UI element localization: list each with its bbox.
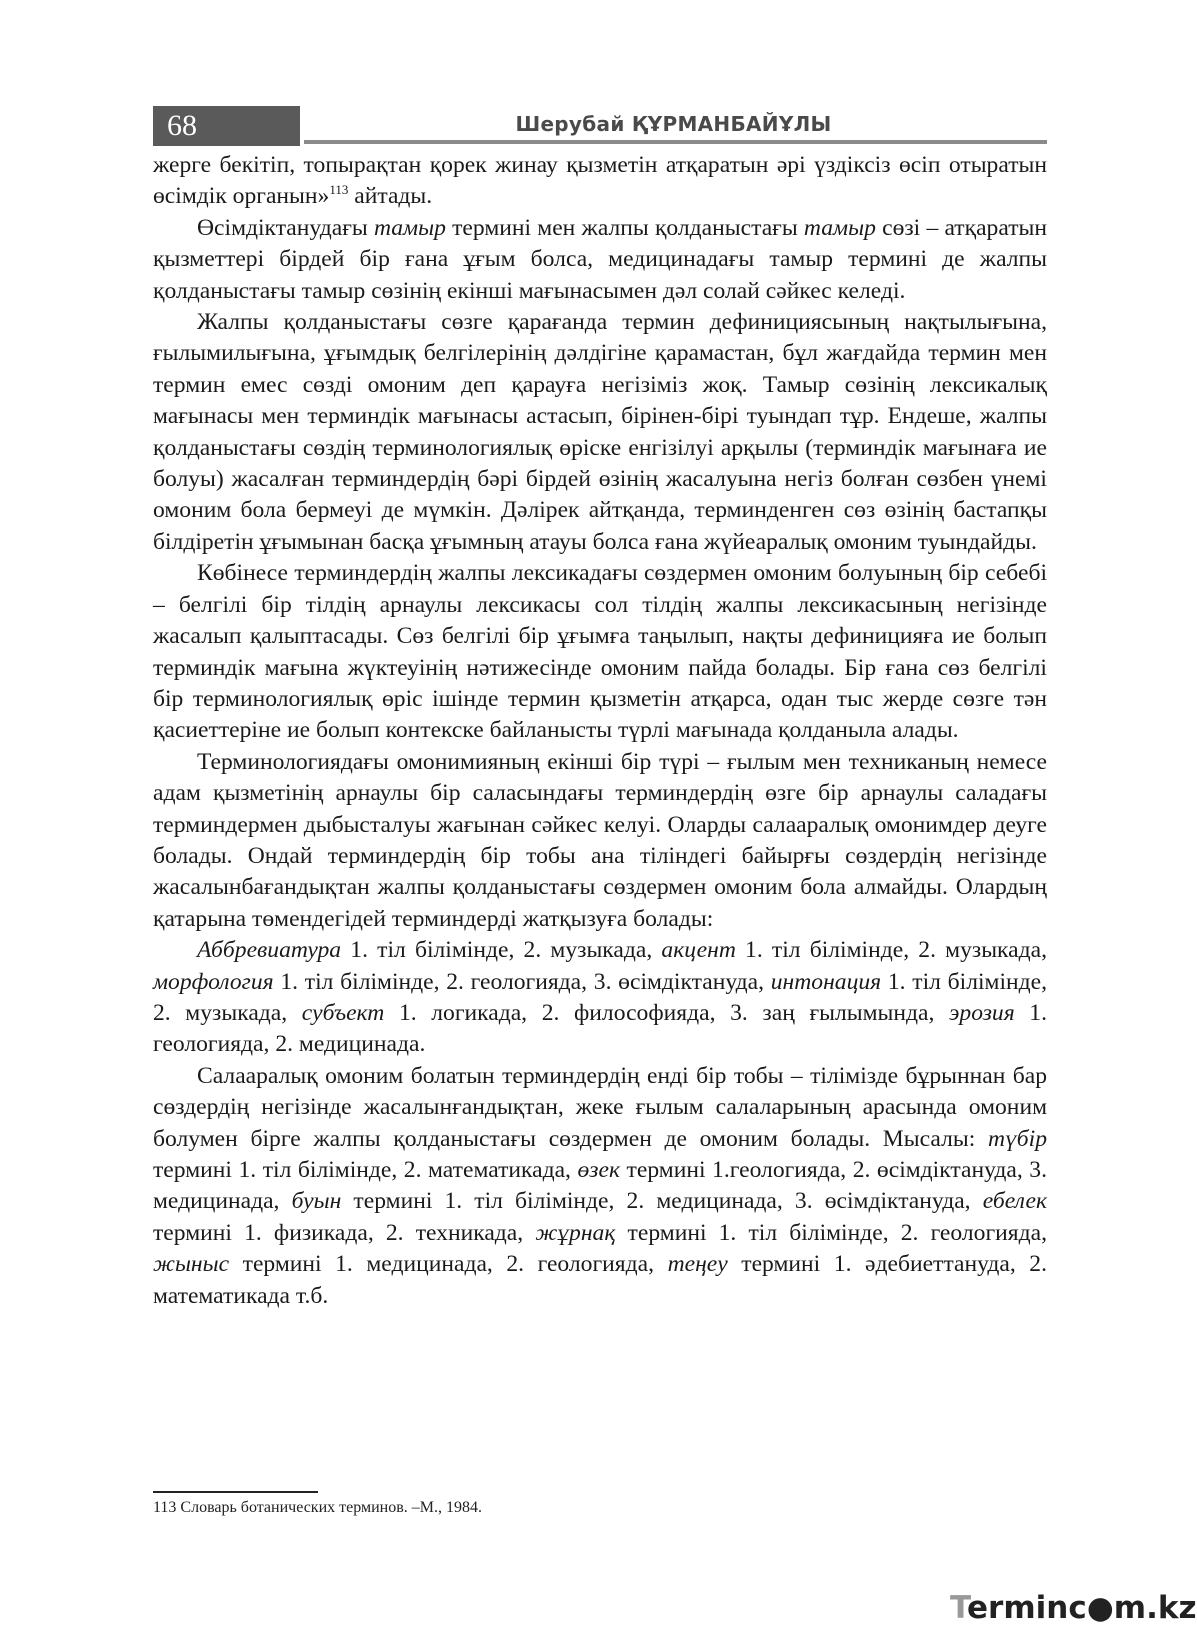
text-run: термині 1. медицинада, 2. геологияда, [229,1251,668,1278]
term-italic: теңеу [667,1251,728,1278]
text-run: термині 1. тіл білімінде, 2. математикада, [153,1157,578,1183]
text-run: 1. геологияда, 2. медицинада. [153,999,1047,1058]
text-run: Көбінесе терминдердің жалпы лексикадағы сөздермен омоним болуының бір себебі – белгілі бір тілдің арнаулы лексикасы сол тілдің жалпы лексикасының негізінде жасалып қалыптасады. Сөз белгілі бір ұғымға таңылып, нақты дефиницияға ие болып терминдік мағына жүктеуінің нәтижесінде омоним пайда болады. Бір ғана сөз белгілі бір терминологиялық өріс ішінде термин қызметін атқарса, одан тыс жерде сөзге тән қасиеттеріне ие болып контекске байланысты түрлі мағынада қолданыла алады. [153,560,1047,744]
text-run: термині 1. тіл білімінде, 2. геологияда, [615,1219,1047,1246]
paragraph [153,213,1047,307]
term-italic: субъект [301,999,385,1026]
footnote: 113 Словарь ботанических терминов. –М., 1984. [153,1499,483,1516]
watermark-logo [950,1590,1197,1626]
term-italic: ебелек [982,1188,1047,1215]
term-italic: буын [291,1188,342,1215]
text-run: сөзі – атқаратын қызметтері бірдей бір ғана ұғым болса, медицинадағы тамыр термині де жалпы қолданыстағы тамыр сөзінің екінші мағынасымен дәл солай сәйкес келеді. [153,214,1048,304]
text-run: Терминологиядағы омонимияның екінші бір түрі – ғылым мен техниканың немесе адам қызметінің арнаулы бір саласындағы терминдердің өзге бір арнаулы саладағы терминдермен дыбысталуы жағынан сәйкес келуі. Оларды салааралық омонимдер деуге болады. Ондай терминдердің бір тобы ана тіліндегі байырғы сөздердің негізінде жасалынбағандықтан жалпы қолданыстағы сөздермен омоним бола алмайды. Олардың қатарына төмендегідей терминдерді жатқызуға болады: [153,748,1047,932]
body-text [153,150,1047,1312]
text-run: айтады. [348,183,433,210]
term-italic: жұрнақ [535,1219,616,1246]
text-run: термині 1. әдебиеттануда, 2. математикада т.б. [153,1251,1047,1309]
header-rule [304,140,1047,144]
text-run: Жалпы қолданыстағы сөзге қарағанда термин дефинициясының нақтылығына, ғылымилығына, ұғымдық белгілерінің дәлдігіне қарамастан, бұл жағдайда термин мен термин емес сөзді омоним деп қарауға негізіміз жоқ. Тамыр сөзінің лексикалық мағынасы мен терминдік мағынасы астасып, бірінен-бірі туындап тұр. Ендеше, жалпы қолданыстағы сөздің терминологиялық өріске енгізілуі арқылы (терминдік мағынаға ие болуы) жасалған терминдердің бәрі бірдей өзінің жасалуына негіз болған сөзбен үнемі омоним бола бермеуі де мүмкін. Дәлірек айтқанда, терминденген сөз өзінің бастапқы білдіретін ұғымынан басқа ұғымның атауы болса ғана жүйеаралық омоним туындайды. [153,309,1047,555]
text-run: 1. тіл білімінде, 2. музыкада, [735,937,1047,964]
term-italic: тамыр [803,214,876,241]
term-italic: Аббревиатура [197,937,342,964]
term-italic: тамыр [373,214,446,241]
text-run: Өсімдіктанудағы [197,214,374,241]
text-run: 1. логикада, 2. философияда, 3. заң ғылымында, [384,999,950,1026]
term-italic: түбір [987,1125,1047,1152]
paragraph [153,935,1047,1061]
text-run: Салааралық омоним болатын терминдердің енді бір тобы – тілімізде бұрыннан бар сөздердің негізінде жасалынғандықтан, жеке ғылым салаларының арасында омоним болумен бірге жалпы қолданыстағы сөздермен де омоним болады. Мысалы: [153,1062,1047,1152]
paragraph [153,150,1047,213]
text-run: термині мен жалпы қолданыстағы [445,214,804,241]
paragraph [153,558,1047,746]
page-header [153,106,1047,146]
term-italic: интонация [770,968,882,995]
footnote-ref: 113 [329,182,349,198]
footnote-rule [153,1491,318,1493]
text-run: 1. тіл білімінде, 2. музыкада, [341,937,662,964]
term-italic: жыныс [153,1251,230,1278]
watermark-rest: erminc●m.kz [967,1590,1197,1626]
term-italic: өзек [577,1157,621,1183]
text-run: жерге бекітіп, топырақтан қорек жинау қызметін атқаратын әрі үздіксіз өсіп отыратын өсімдік органын» [153,152,1047,210]
term-italic: эрозия [949,999,1015,1026]
text-run: 1. тіл білімінде, 2. музыкада, [153,968,1048,1026]
text-run: термині 1. физикада, 2. техникада, [153,1219,536,1246]
watermark-first-letter: T [950,1590,968,1626]
paragraph [153,1061,1047,1312]
running-title: Шерубай ҚҰРМАНБАЙҰЛЫ [515,112,832,136]
text-run: 1. тіл білімінде, 2. геологияда, 3. өсімдіктануда, [273,968,771,995]
page-number: 68 [153,106,300,146]
paragraph [153,747,1047,935]
text-run: термині 1. тіл білімінде, 2. медицинада, 3. өсімдіктануда, [341,1188,983,1215]
text-run: термині 1.геологияда, 2. өсімдіктануда, 3. медицинада, [153,1157,1047,1215]
paragraph [153,307,1047,558]
term-italic: морфология [153,968,274,995]
term-italic: акцент [661,937,736,964]
